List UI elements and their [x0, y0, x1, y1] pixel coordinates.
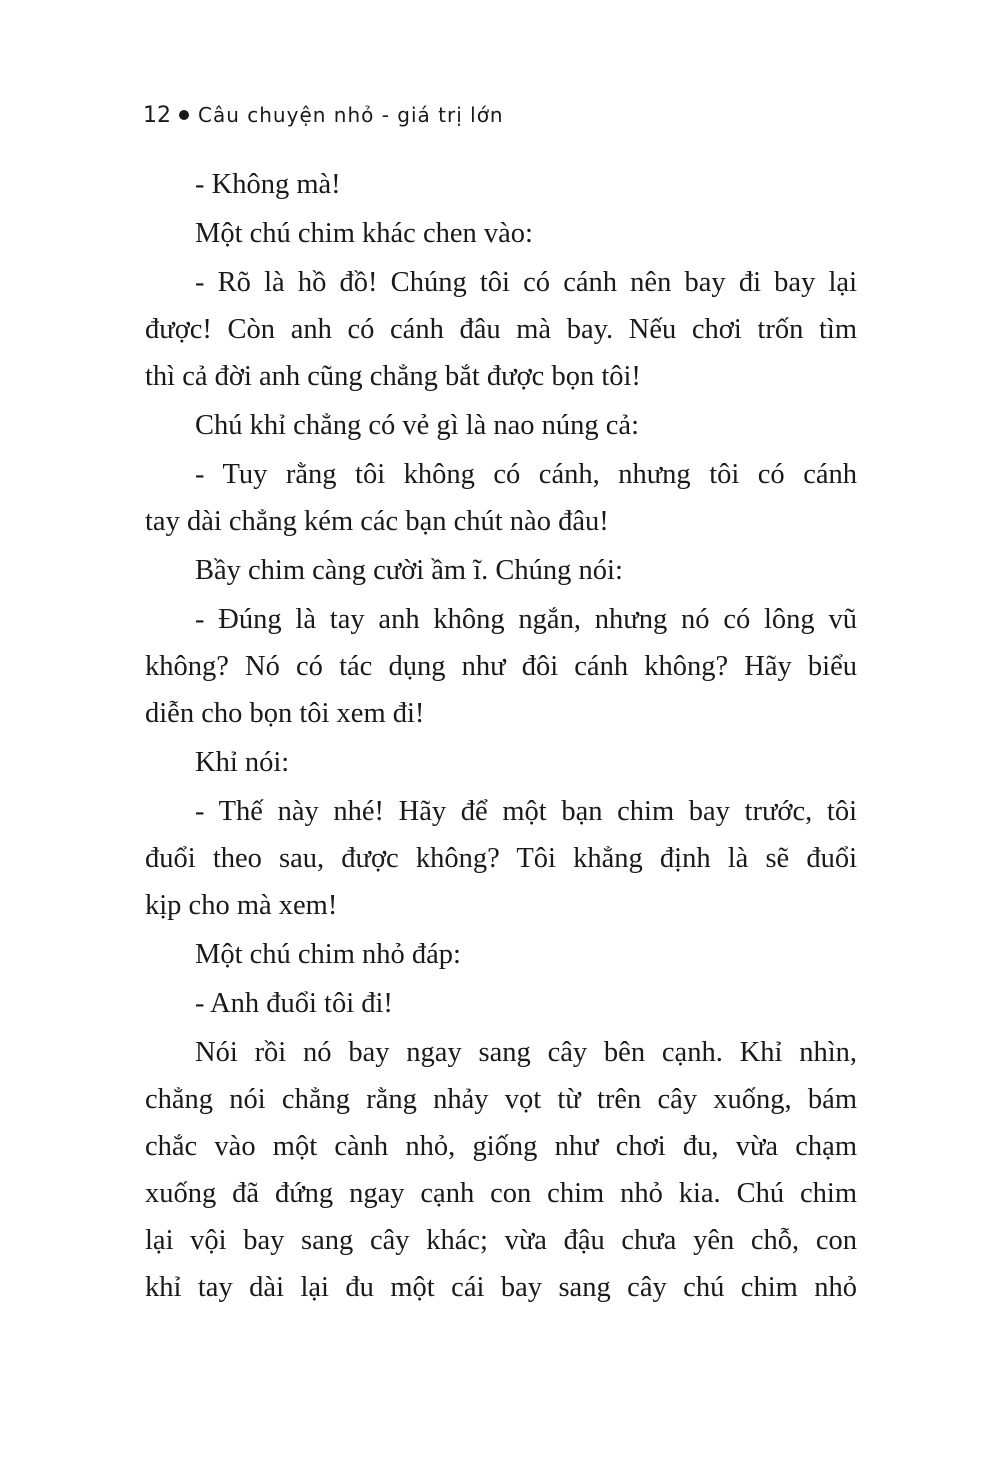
text-line: kịp cho mà xem! [145, 890, 338, 921]
paragraph [145, 788, 857, 929]
text-line: - Không mà! [195, 169, 341, 200]
text-line: diễn cho bọn tôi xem đi! [145, 698, 425, 729]
page-number: 12 [143, 102, 171, 128]
text-line: - Thế này nhé! Hãy để một bạn chim bay trước, tôi [195, 796, 857, 827]
paragraph [145, 161, 857, 208]
bullet-icon [179, 110, 189, 120]
text-line: - Anh đuổi tôi đi! [195, 988, 393, 1019]
text-line: - Rõ là hồ đồ! Chúng tôi có cánh nên bay đi bay lại [195, 267, 857, 298]
text-line: - Đúng là tay anh không ngắn, nhưng nó có lông vũ [195, 604, 857, 635]
text-line: Một chú chim nhỏ đáp: [195, 939, 461, 970]
book-title: Câu chuyện nhỏ - giá trị lớn [198, 103, 504, 127]
text-line: Một chú chim khác chen vào: [195, 218, 533, 249]
running-header [143, 98, 504, 132]
text-line: Chú khỉ chẳng có vẻ gì là nao núng cả: [195, 410, 640, 441]
paragraph [145, 739, 857, 786]
text-line: xuống đã đứng ngay cạnh con chim nhỏ kia. Chú chim [145, 1178, 857, 1209]
paragraph [145, 980, 857, 1027]
paragraph [145, 1029, 857, 1311]
text-line: đuổi theo sau, được không? Tôi khẳng định là sẽ đuổi [145, 843, 857, 874]
text-line: Nói rồi nó bay ngay sang cây bên cạnh. Khỉ nhìn, [195, 1037, 857, 1068]
paragraph [145, 451, 857, 545]
text-line: thì cả đời anh cũng chẳng bắt được bọn tôi! [145, 361, 641, 392]
text-line: Bầy chim càng cười ầm ĩ. Chúng nói: [195, 555, 623, 586]
text-line: tay dài chẳng kém các bạn chút nào đâu! [145, 506, 609, 537]
body-text [145, 161, 857, 1311]
text-line: chắc vào một cành nhỏ, giống như chơi đu, vừa chạm [145, 1131, 857, 1162]
paragraph [145, 402, 857, 449]
text-line: khỉ tay dài lại đu một cái bay sang cây chú chim nhỏ [145, 1272, 857, 1303]
paragraph [145, 596, 857, 737]
text-line: - Tuy rằng tôi không có cánh, nhưng tôi có cánh [195, 459, 857, 490]
text-line: được! Còn anh có cánh đâu mà bay. Nếu chơi trốn tìm [145, 314, 857, 345]
paragraph [145, 259, 857, 400]
paragraph [145, 547, 857, 594]
paragraph [145, 210, 857, 257]
text-line: không? Nó có tác dụng như đôi cánh không? Hãy biểu [145, 651, 857, 682]
paragraph [145, 931, 857, 978]
text-line: chẳng nói chẳng rằng nhảy vọt từ trên cây xuống, bám [145, 1084, 857, 1115]
text-line: lại vội bay sang cây khác; vừa đậu chưa yên chỗ, con [145, 1225, 857, 1256]
text-line: Khỉ nói: [195, 747, 290, 778]
